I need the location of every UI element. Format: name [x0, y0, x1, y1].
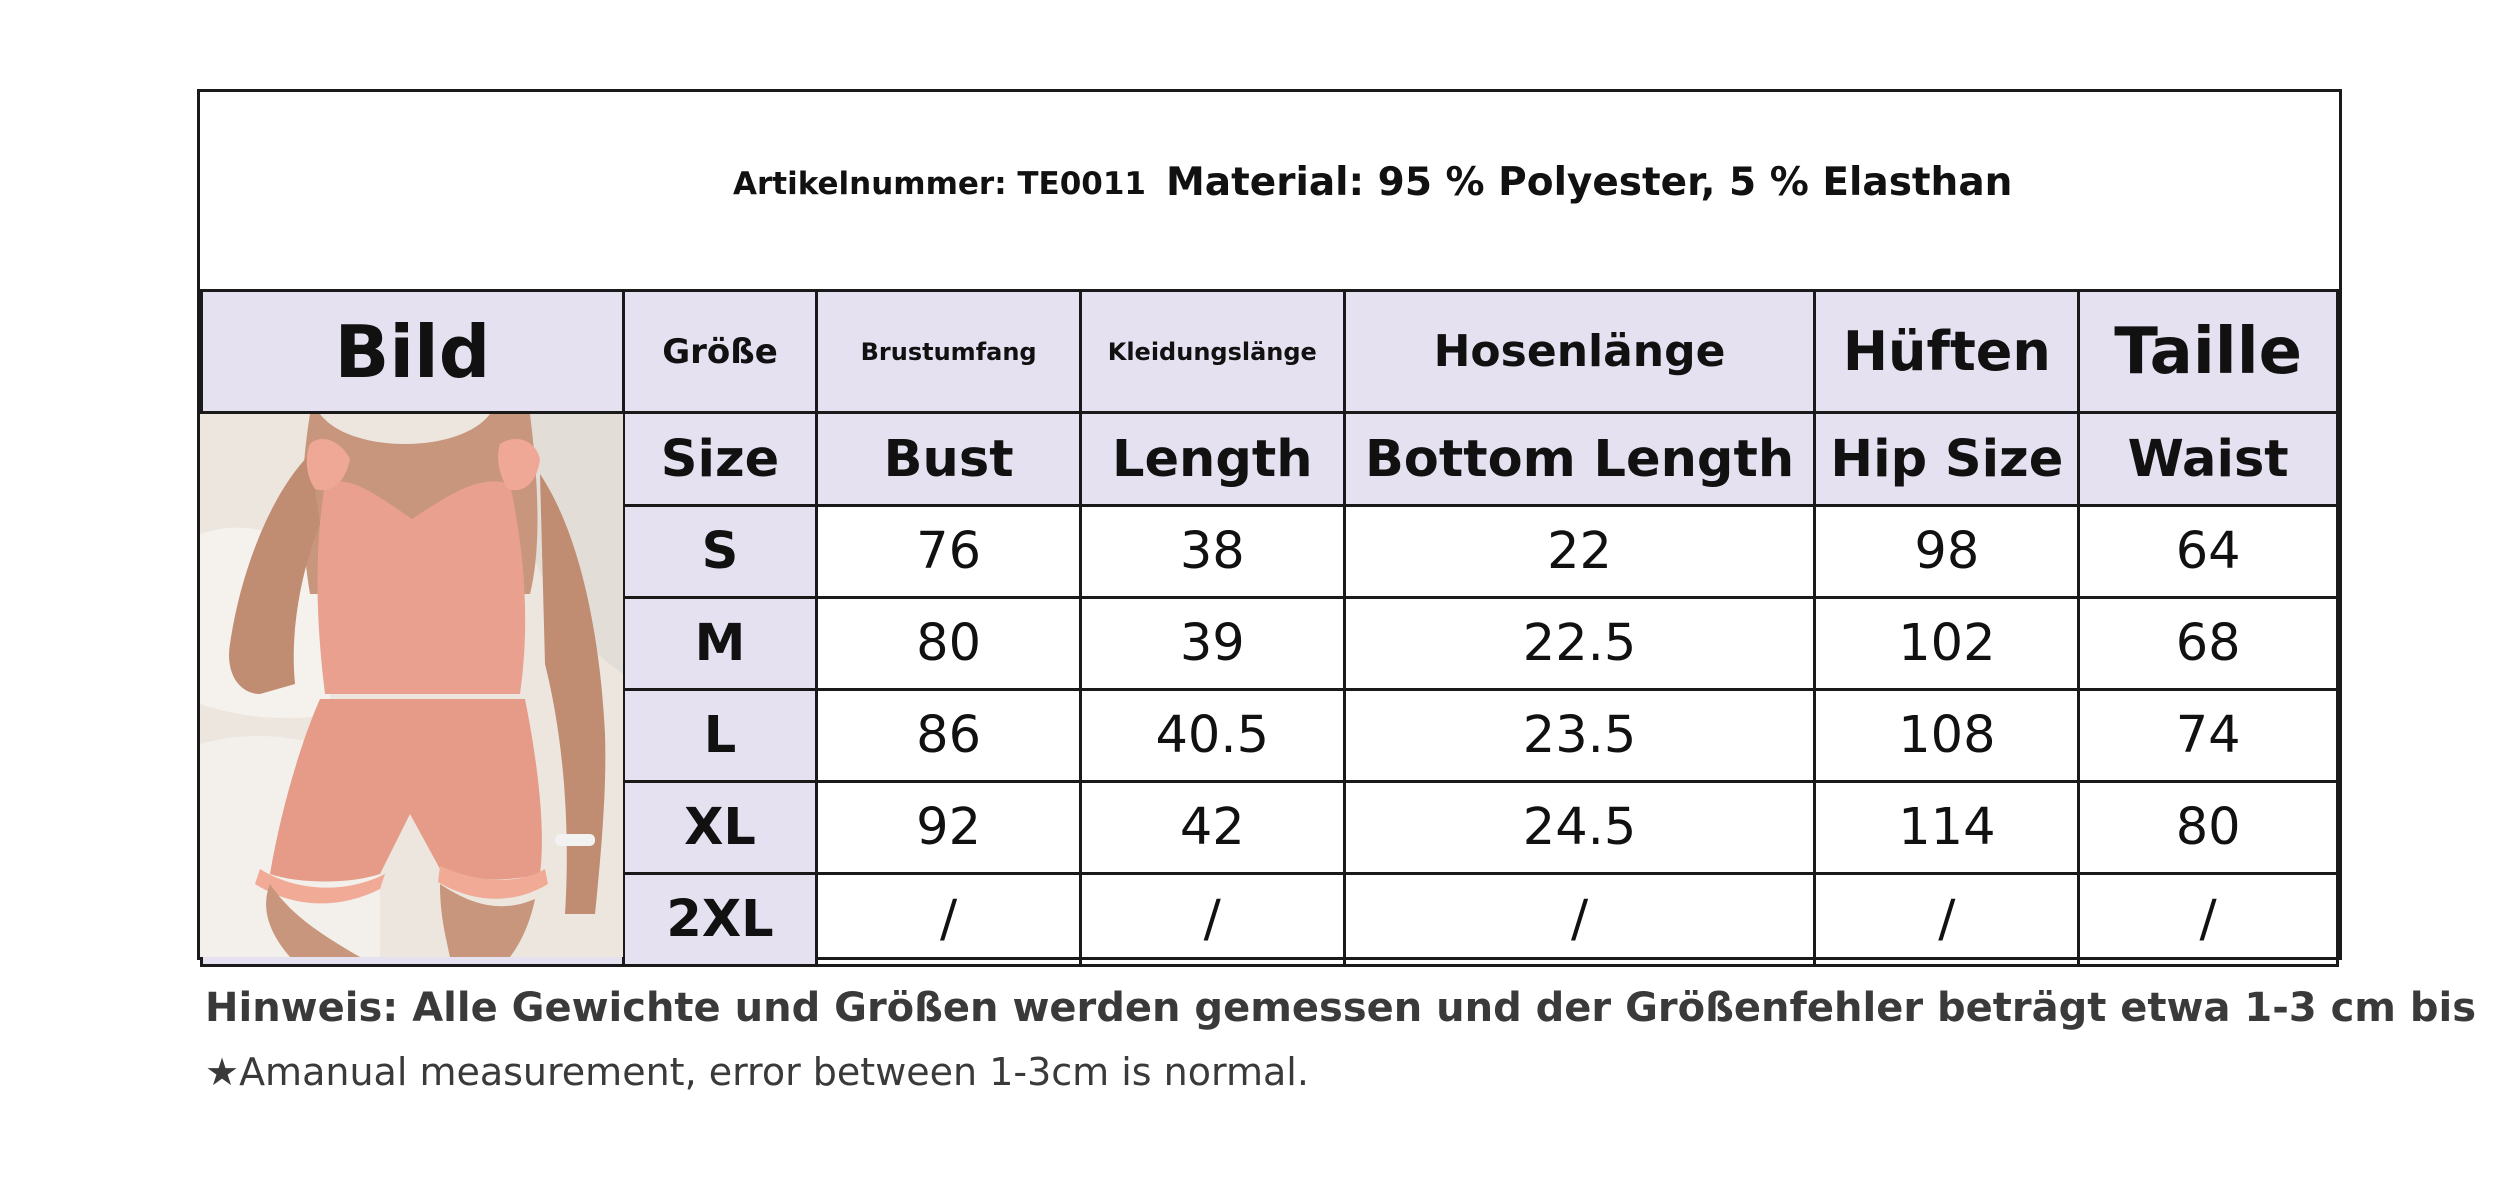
waist-cell: /	[2079, 874, 2338, 966]
header-waist: Waist	[2079, 413, 2338, 506]
material-composition: Material: 95 % Polyester, 5 % Elasthan	[1166, 160, 2013, 205]
hip-cell: 114	[1815, 782, 2079, 874]
header-hueften: Hüften	[1815, 291, 2079, 413]
header-hip-size: Hip Size	[1815, 413, 2079, 506]
header-length: Length	[1080, 413, 1344, 506]
bottom-length-cell: 22	[1344, 506, 1815, 598]
note-german: Hinweis: Alle Gewichte und Größen werden gemessen und der Größenfehler beträgt etwa 1-3 cm bis	[205, 985, 2477, 1031]
size-cell: L	[623, 690, 817, 782]
article-number: Artikelnummer: TE0011	[733, 166, 1147, 202]
bust-cell: 76	[817, 506, 1081, 598]
header-bust: Bust	[817, 413, 1081, 506]
size-cell: M	[623, 598, 817, 690]
header-kleidungslaenge: Kleidungslänge	[1080, 291, 1344, 413]
note-english: ★Amanual measurement, error between 1-3cm is normal.	[205, 1050, 1309, 1094]
bottom-length-cell: 22.5	[1344, 598, 1815, 690]
length-cell: 38	[1080, 506, 1344, 598]
header-hosenlaenge: Hosenlänge	[1344, 291, 1815, 413]
size-cell: XL	[623, 782, 817, 874]
header-bottom-length: Bottom Length	[1344, 413, 1815, 506]
german-header-row	[202, 291, 2338, 413]
waist-cell: 80	[2079, 782, 2338, 874]
hip-cell: /	[1815, 874, 2079, 966]
header-size: Size	[623, 413, 817, 506]
hip-cell: 108	[1815, 690, 2079, 782]
length-cell: 40.5	[1080, 690, 1344, 782]
hip-cell: 98	[1815, 506, 2079, 598]
header-brustumfang: Brustumfang	[817, 291, 1081, 413]
bottom-length-cell: 24.5	[1344, 782, 1815, 874]
size-cell: S	[623, 506, 817, 598]
waist-cell: 74	[2079, 690, 2338, 782]
header-groesse: Größe	[623, 291, 817, 413]
header-taille: Taille	[2079, 291, 2338, 413]
waist-cell: 68	[2079, 598, 2338, 690]
bust-cell: 92	[817, 782, 1081, 874]
garment-illustration	[200, 414, 623, 957]
length-cell: /	[1080, 874, 1344, 966]
length-cell: 39	[1080, 598, 1344, 690]
bottom-length-cell: 23.5	[1344, 690, 1815, 782]
bust-cell: 86	[817, 690, 1081, 782]
length-cell: 42	[1080, 782, 1344, 874]
bust-cell: /	[817, 874, 1081, 966]
size-chart	[197, 89, 2342, 960]
hip-cell: 102	[1815, 598, 2079, 690]
product-info-header	[200, 92, 2339, 292]
bottom-length-cell: /	[1344, 874, 1815, 966]
bust-cell: 80	[817, 598, 1081, 690]
waist-cell: 64	[2079, 506, 2338, 598]
size-cell: 2XL	[623, 874, 817, 966]
picture-header: Bild	[202, 291, 624, 413]
product-photo	[200, 414, 623, 957]
